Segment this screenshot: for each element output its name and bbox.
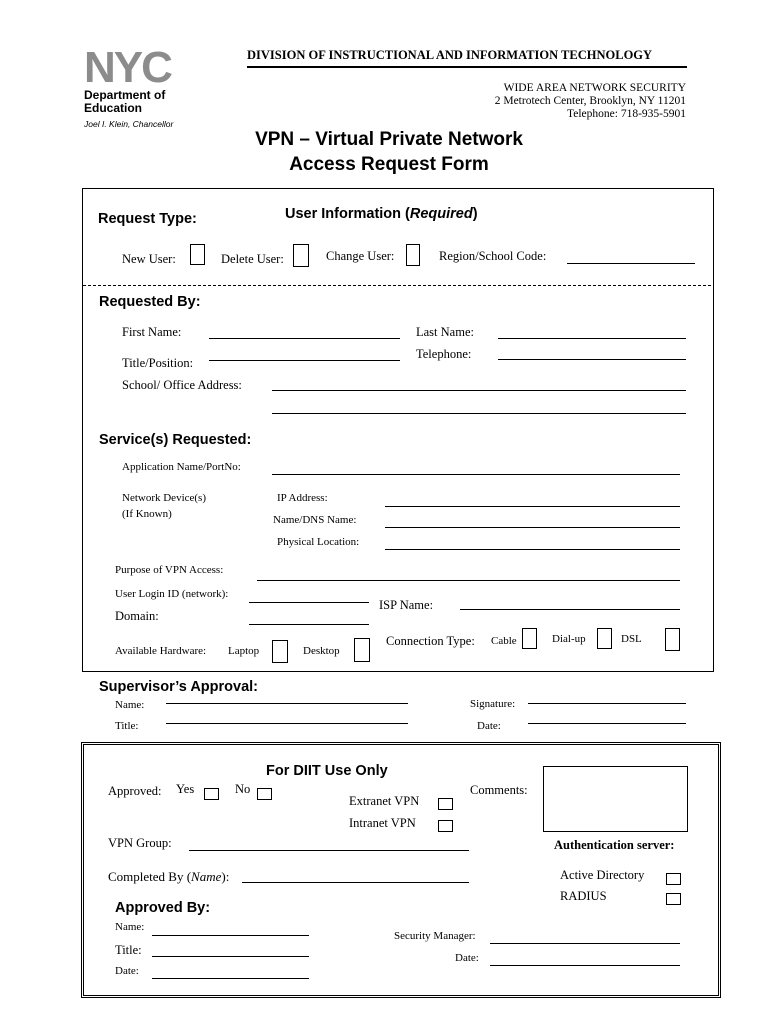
- request-type-heading: Request Type:: [98, 211, 197, 227]
- address-label: School/ Office Address:: [122, 378, 242, 392]
- user-info-prefix: User Information (: [285, 206, 410, 222]
- title-position-field[interactable]: [209, 360, 400, 361]
- form-title-line2: Access Request Form: [289, 154, 489, 175]
- security-manager-label: Security Manager:: [394, 930, 476, 942]
- network-device-label: Network Device(s): [122, 492, 206, 504]
- logo-dept-line2: Education: [84, 101, 143, 115]
- requested-by-heading: Requested By:: [99, 294, 201, 310]
- address-field-1[interactable]: [272, 390, 686, 391]
- region-code-label: Region/School Code:: [439, 249, 547, 263]
- region-code-field[interactable]: [567, 263, 695, 264]
- purpose-field[interactable]: [257, 580, 680, 581]
- extranet-checkbox[interactable]: [438, 798, 453, 810]
- completed-by-label: [108, 869, 229, 885]
- comments-box[interactable]: [543, 766, 688, 832]
- new-user-checkbox[interactable]: [190, 244, 205, 265]
- division-title: DIVISION OF INSTRUCTIONAL AND INFORMATION TECHNOLOGY: [247, 48, 653, 62]
- divider-2: [83, 671, 711, 672]
- login-id-field[interactable]: [249, 602, 369, 603]
- domain-label: Domain:: [115, 609, 159, 623]
- completed-by-name: Name: [191, 869, 222, 884]
- header-address: 2 Metrotech Center, Brooklyn, NY 11201: [494, 95, 686, 107]
- last-name-field[interactable]: [498, 338, 686, 339]
- approver-date-label: Date:: [115, 965, 139, 977]
- intranet-checkbox[interactable]: [438, 820, 453, 832]
- no-checkbox[interactable]: [257, 788, 272, 800]
- telephone-label: Telephone:: [416, 347, 472, 361]
- laptop-label: Laptop: [228, 645, 260, 657]
- desktop-label: Desktop: [303, 645, 340, 657]
- approver-date-field[interactable]: [152, 978, 309, 979]
- first-name-field[interactable]: [209, 338, 400, 339]
- approver-name-label: Name:: [115, 921, 145, 933]
- supervisor-name-label: Name:: [115, 699, 145, 711]
- user-info-heading: [285, 206, 478, 222]
- new-user-label: New User:: [122, 252, 176, 266]
- title-position-label: Title/Position:: [122, 356, 194, 370]
- supervisor-signature-field[interactable]: [528, 703, 686, 704]
- yes-checkbox[interactable]: [204, 788, 219, 800]
- desktop-checkbox[interactable]: [354, 638, 370, 662]
- purpose-label: Purpose of VPN Access:: [115, 564, 224, 576]
- connection-type-label: Connection Type:: [386, 634, 475, 648]
- user-info-suffix: ): [472, 206, 478, 222]
- auth-server-label: Authentication server:: [554, 838, 675, 852]
- physical-location-field[interactable]: [385, 549, 680, 550]
- physical-location-label: Physical Location:: [277, 536, 360, 548]
- active-directory-checkbox[interactable]: [666, 873, 681, 885]
- last-name-label: Last Name:: [416, 325, 474, 339]
- intranet-label: Intranet VPN: [349, 816, 416, 830]
- dialup-label: Dial-up: [552, 633, 586, 645]
- address-field-2[interactable]: [272, 413, 686, 414]
- supervisor-heading: Supervisor’s Approval:: [99, 679, 259, 695]
- header-section: WIDE AREA NETWORK SECURITY: [503, 82, 686, 94]
- logo-chancellor: Joel I. Klein, Chancellor: [84, 119, 174, 129]
- header-phone: Telephone: 718-935-5901: [567, 108, 686, 120]
- extranet-label: Extranet VPN: [349, 794, 420, 808]
- radius-label: RADIUS: [560, 889, 607, 903]
- approver-title-label: Title:: [115, 943, 142, 957]
- diit-heading: For DIIT Use Only: [266, 763, 388, 779]
- change-user-label: Change User:: [326, 249, 395, 263]
- dialup-checkbox[interactable]: [597, 628, 612, 649]
- vpn-group-label: VPN Group:: [108, 836, 172, 850]
- completed-by-suffix: ):: [221, 869, 230, 884]
- comments-label: Comments:: [470, 783, 528, 797]
- vpn-group-field[interactable]: [189, 850, 469, 851]
- supervisor-date-label: Date:: [477, 720, 501, 732]
- dsl-label: DSL: [621, 633, 642, 645]
- application-label: Application Name/PortNo:: [122, 461, 241, 473]
- security-manager-field[interactable]: [490, 943, 680, 944]
- change-user-checkbox[interactable]: [406, 244, 420, 266]
- isp-name-label: ISP Name:: [379, 598, 434, 612]
- radius-checkbox[interactable]: [666, 893, 681, 905]
- approver-title-field[interactable]: [152, 956, 309, 957]
- application-field[interactable]: [272, 474, 680, 475]
- security-date-field[interactable]: [490, 965, 680, 966]
- dns-name-label: Name/DNS Name:: [273, 514, 357, 526]
- delete-user-label: Delete User:: [221, 252, 284, 266]
- user-info-required: Required: [409, 206, 473, 222]
- no-label: No: [235, 782, 251, 796]
- first-name-label: First Name:: [122, 325, 182, 339]
- dns-name-field[interactable]: [385, 527, 680, 528]
- approved-by-heading: Approved By:: [115, 900, 211, 916]
- login-id-label: User Login ID (network):: [115, 588, 229, 600]
- active-directory-label: Active Directory: [560, 868, 645, 882]
- domain-field[interactable]: [249, 624, 369, 625]
- completed-by-field[interactable]: [242, 882, 469, 883]
- cable-checkbox[interactable]: [522, 628, 537, 649]
- supervisor-title-label: Title:: [115, 720, 139, 732]
- ip-address-label: IP Address:: [277, 492, 328, 504]
- approver-name-field[interactable]: [152, 935, 309, 936]
- approved-label: Approved:: [108, 784, 162, 798]
- if-known-label: (If Known): [122, 508, 172, 520]
- isp-name-field[interactable]: [460, 609, 680, 610]
- supervisor-name-field[interactable]: [166, 703, 408, 704]
- cable-label: Cable: [491, 635, 517, 647]
- logo-nyc-text: NYC: [84, 43, 171, 92]
- divider-1: [83, 285, 711, 286]
- header-rule: [247, 66, 687, 68]
- form-title-line1: VPN – Virtual Private Network: [255, 129, 523, 150]
- services-heading: Service(s) Requested:: [99, 432, 252, 448]
- nyc-doe-logo: [84, 43, 174, 130]
- logo-dept-line1: Department of: [84, 88, 166, 102]
- dsl-checkbox[interactable]: [665, 628, 680, 651]
- telephone-field[interactable]: [498, 359, 686, 360]
- supervisor-date-field[interactable]: [528, 723, 686, 724]
- supervisor-signature-label: Signature:: [470, 698, 516, 710]
- ip-address-field[interactable]: [385, 506, 680, 507]
- hardware-label: Available Hardware:: [115, 645, 207, 657]
- completed-by-prefix: Completed By (: [108, 869, 192, 884]
- delete-user-checkbox[interactable]: [293, 244, 309, 267]
- yes-label: Yes: [176, 782, 195, 796]
- supervisor-title-field[interactable]: [166, 723, 408, 724]
- security-date-label: Date:: [455, 952, 479, 964]
- laptop-checkbox[interactable]: [272, 640, 288, 663]
